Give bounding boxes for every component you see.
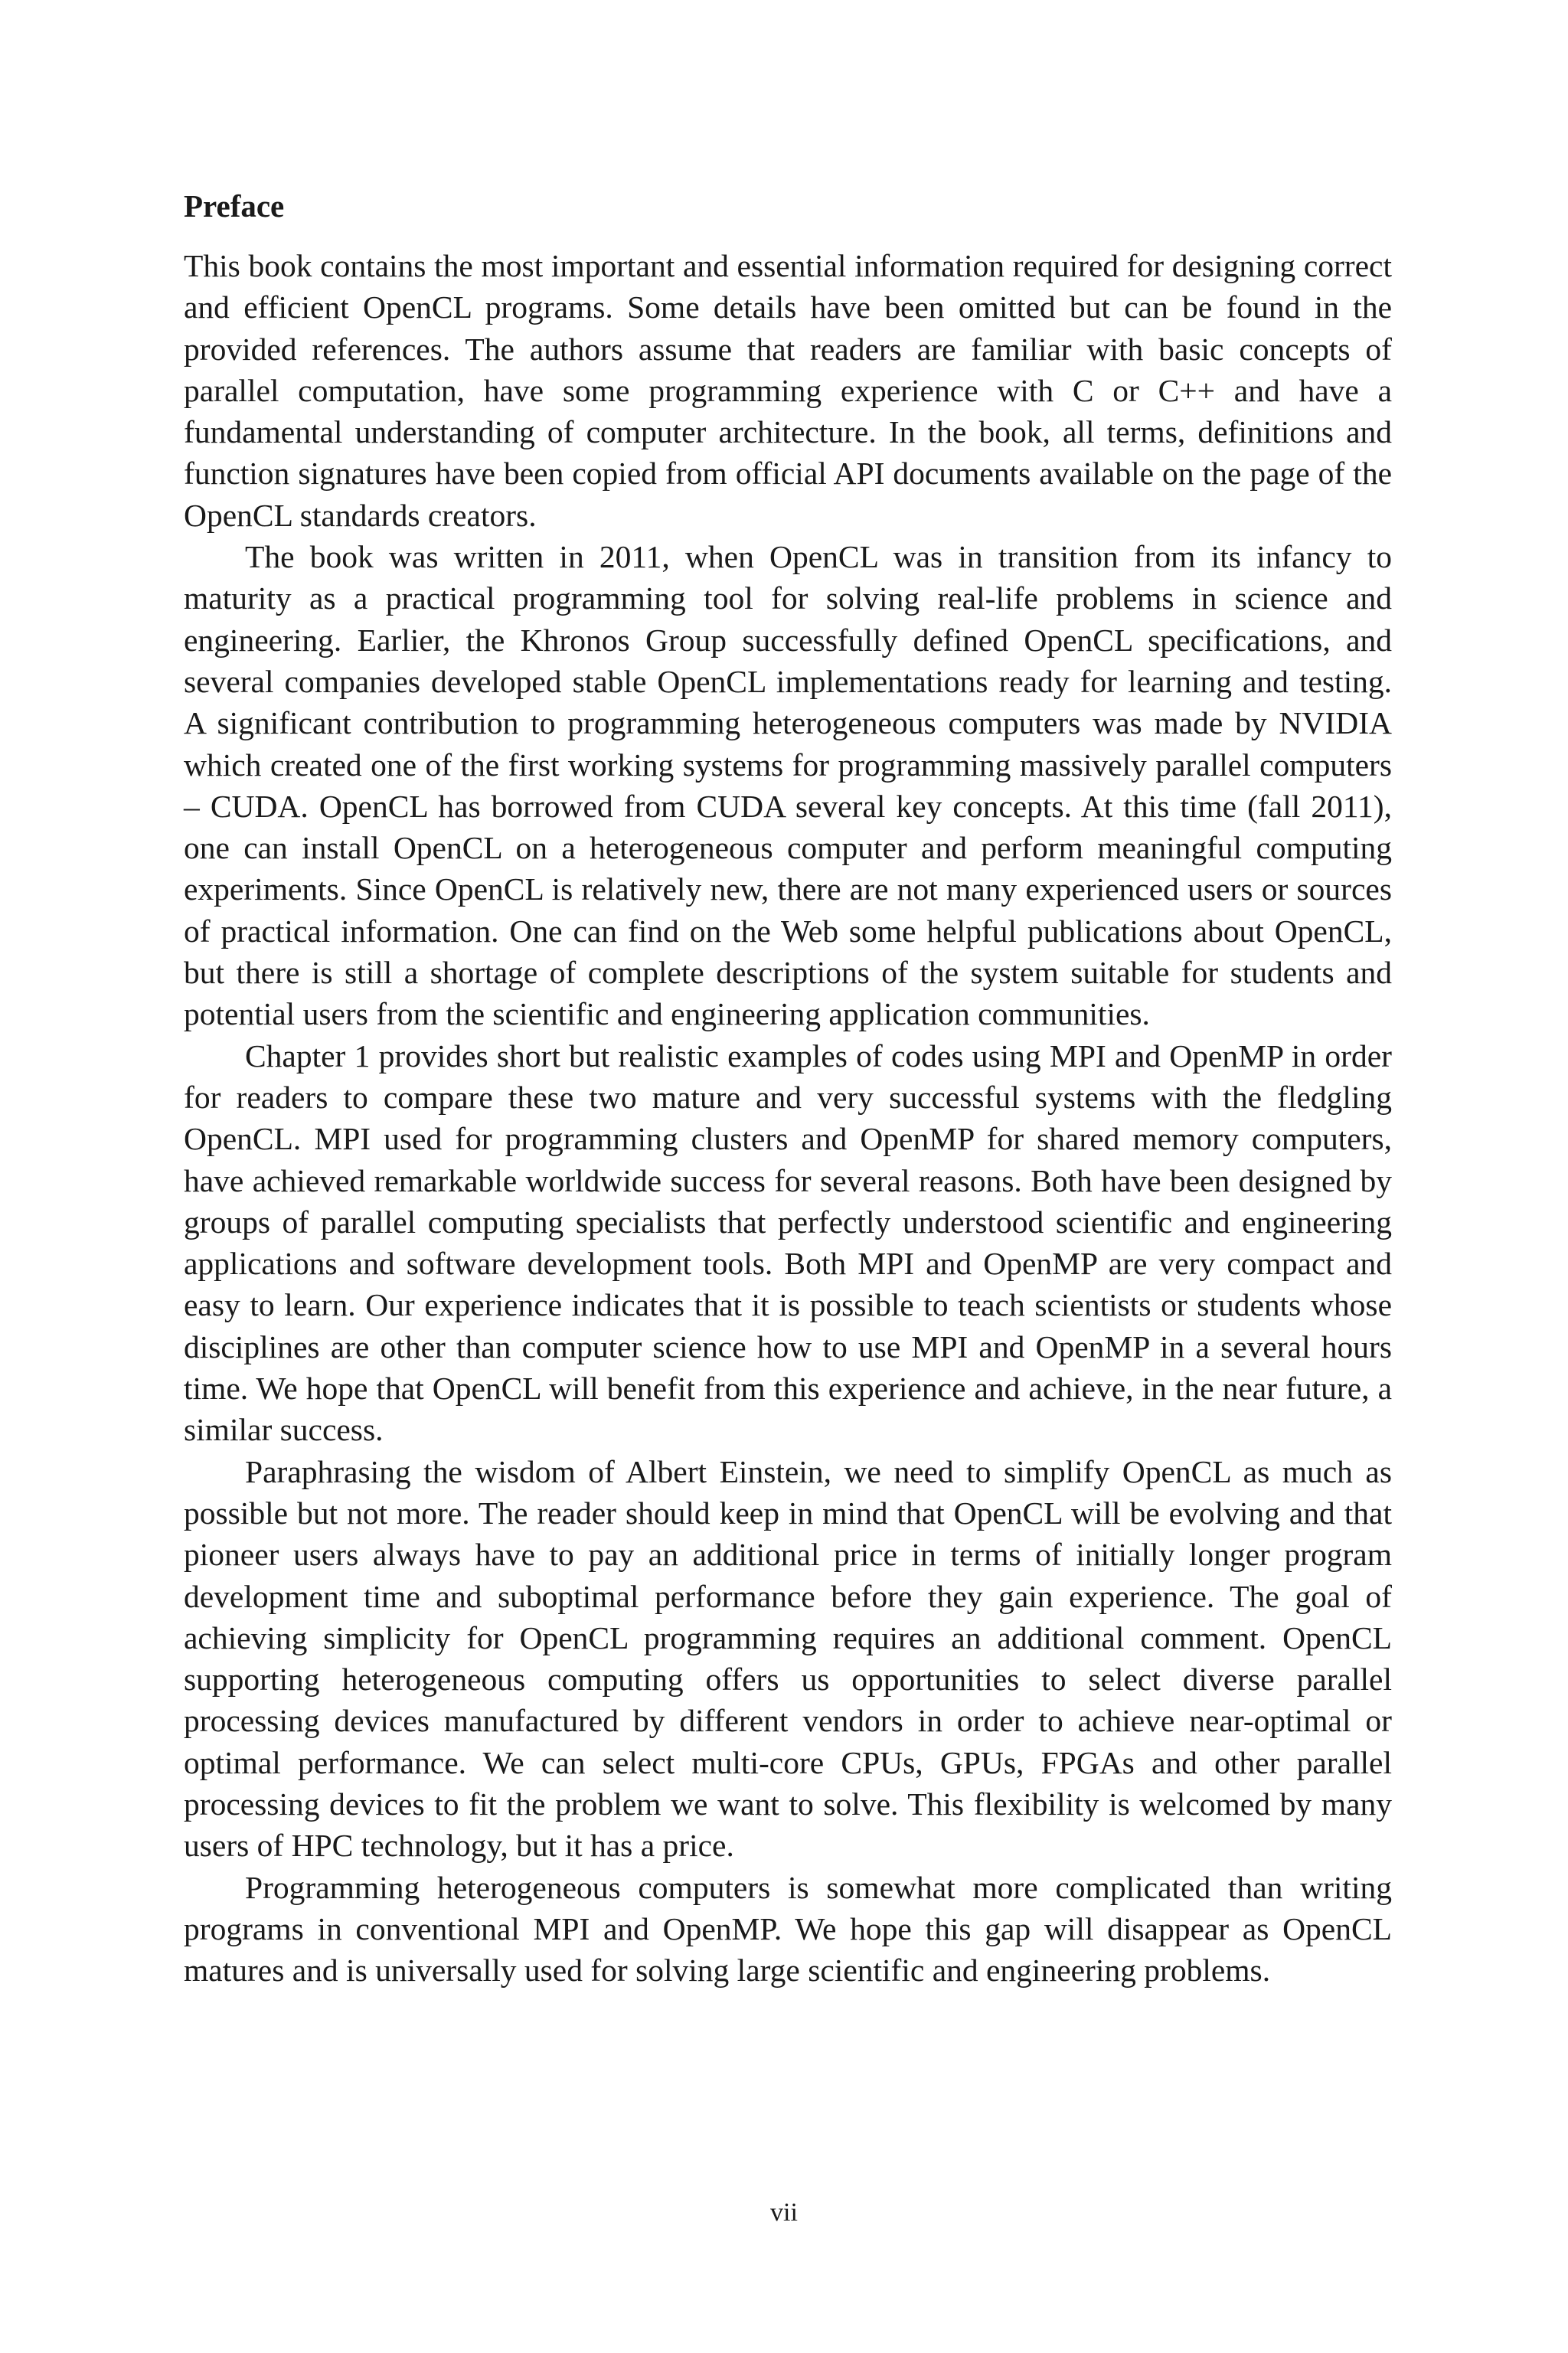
paragraph-1: This book contains the most important and essential information required for designing correct and efficient OpenCL programs. Some details have been omitted but can be found in the provided references. The authors assume that readers are familiar with basic concepts of parallel computation, have some programming experience with C or C++ and have a fundamental understanding of computer architecture. In the book, all terms, definitions and function signatures have been copied from official API documents available on the page of the OpenCL standards creators. bbox=[184, 248, 1392, 533]
page-number: vii bbox=[770, 2198, 798, 2227]
paragraph-5: Programming heterogeneous computers is somewhat more complicated than writing programs in conventional MPI and OpenMP. We hope this gap will disappear as OpenCL matures and is universally used for solving large scientific and engineering problems. bbox=[184, 1869, 1392, 1989]
paragraph-3: Chapter 1 provides short but realistic examples of codes using MPI and OpenMP in order for readers to compare these two mature and very successful systems with the fledgling OpenCL. MPI used for programming clusters and OpenMP for shared memory computers, have achieved remarkable worldwide success for several reasons. Both have been designed by groups of parallel computing specialists that perfectly understood scientific and engineering applications and software development tools. Both MPI and OpenMP are very compact and easy to learn. Our experience indicates that it is possible to teach scientists or students whose disciplines are other than computer science how to use MPI and OpenMP in a several hours time. We hope that OpenCL will benefit from this experience and achieve, in the near future, a similar success. bbox=[184, 1038, 1392, 1448]
section-heading: Preface bbox=[184, 188, 285, 224]
paragraph-4: Paraphrasing the wisdom of Albert Einstein, we need to simplify OpenCL as much as possible but not more. The reader should keep in mind that OpenCL will be evolving and that pioneer users always have to pay an additional price in terms of initially longer program development time and suboptimal performance before they gain experience. The goal of achieving simplicity for OpenCL programming requires an additional comment. OpenCL supporting heterogeneous computing offers us opportunities to select diverse parallel processing devices manufactured by different vendors in order to achieve near-optimal or optimal performance. We can select multi-core CPUs, GPUs, FPGAs and other parallel processing devices to fit the problem we want to solve. This flexibility is welcomed by many users of HPC technology, but it has a price. bbox=[184, 1453, 1392, 1864]
paragraph-2: The book was written in 2011, when OpenCL was in transition from its infancy to maturity as a practical programming tool for solving real-life problems in science and engineering. Earlier, the Khronos Group successfully defined OpenCL specifications, and several companies developed stable OpenCL implementations ready for learning and testing. A significant contribution to programming heterogeneous computers was made by NVIDIA which created one of the first working systems for programming massively parallel computers – CUDA. OpenCL has borrowed from CUDA several key concepts. At this time (fall 2011), one can install OpenCL on a heterogeneous computer and perform meaningful computing experiments. Since OpenCL is relatively new, there are not many experienced users or sources of practical information. One can find on the Web some helpful publications about OpenCL, but there is still a shortage of complete descriptions of the system suitable for students and potential users from the scientific and engineering application communities. bbox=[184, 539, 1392, 1032]
preface-section bbox=[184, 185, 1392, 1991]
